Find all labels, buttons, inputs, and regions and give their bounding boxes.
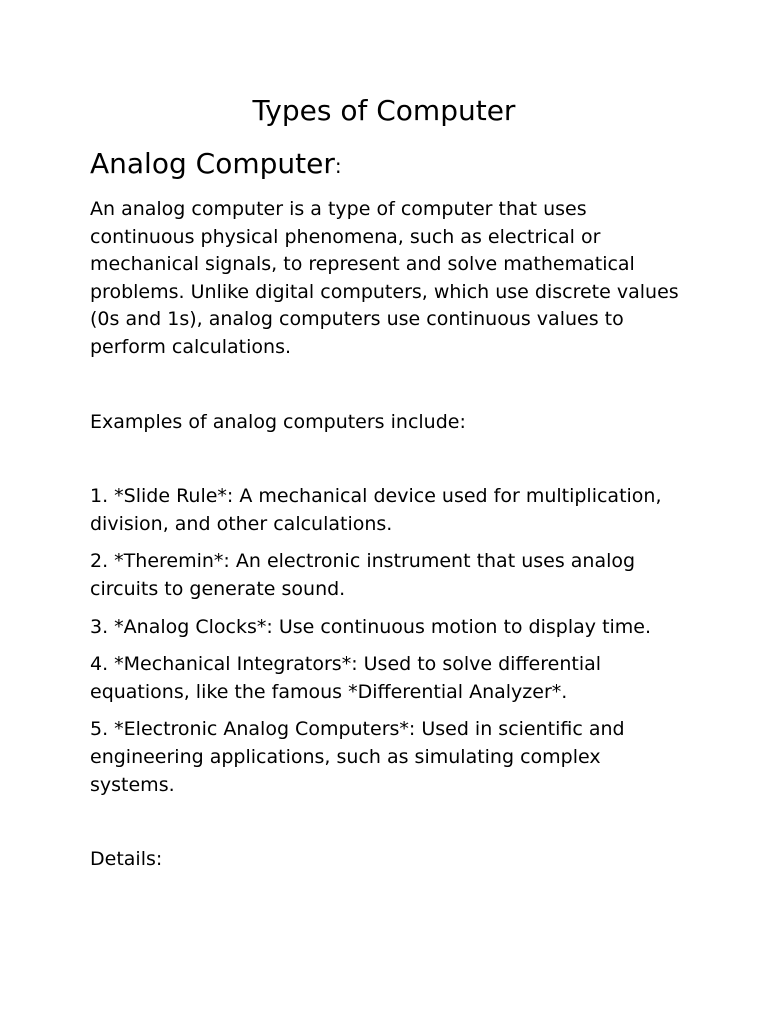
examples-list bbox=[90, 483, 690, 799]
section-heading bbox=[90, 144, 690, 186]
document-title: Types of Computer bbox=[252, 94, 516, 127]
section-heading-colon: : bbox=[334, 154, 342, 178]
list-item: 4. *Mechanical Integrators*: Used to solve differential equations, like the famous *Differential Analyzer*. bbox=[90, 653, 602, 703]
intro-paragraph: An analog computer is a type of computer that uses continuous physical phenomena, such as electrical or mechanical signals, to represent and solve mathematical problems. Unlike digital computers, which use discrete values (0s and 1s), analog computers use continuous values to perform calculations. bbox=[90, 198, 679, 358]
list-item: 1. *Slide Rule*: A mechanical device used for multiplication, division, and other calculations. bbox=[90, 485, 662, 535]
list-item: 2. *Theremin*: An electronic instrument that uses analog circuits to generate sound. bbox=[90, 550, 636, 600]
document-body bbox=[90, 144, 690, 874]
list-item: 5. *Electronic Analog Computers*: Used in scientific and engineering applications, such as simulating complex systems. bbox=[90, 718, 625, 796]
list-item: 3. *Analog Clocks*: Use continuous motion to display time. bbox=[90, 615, 652, 638]
details-label: Details: bbox=[90, 848, 163, 871]
section-heading-text: Analog Computer bbox=[90, 147, 335, 180]
examples-intro: Examples of analog computers include: bbox=[90, 410, 466, 433]
